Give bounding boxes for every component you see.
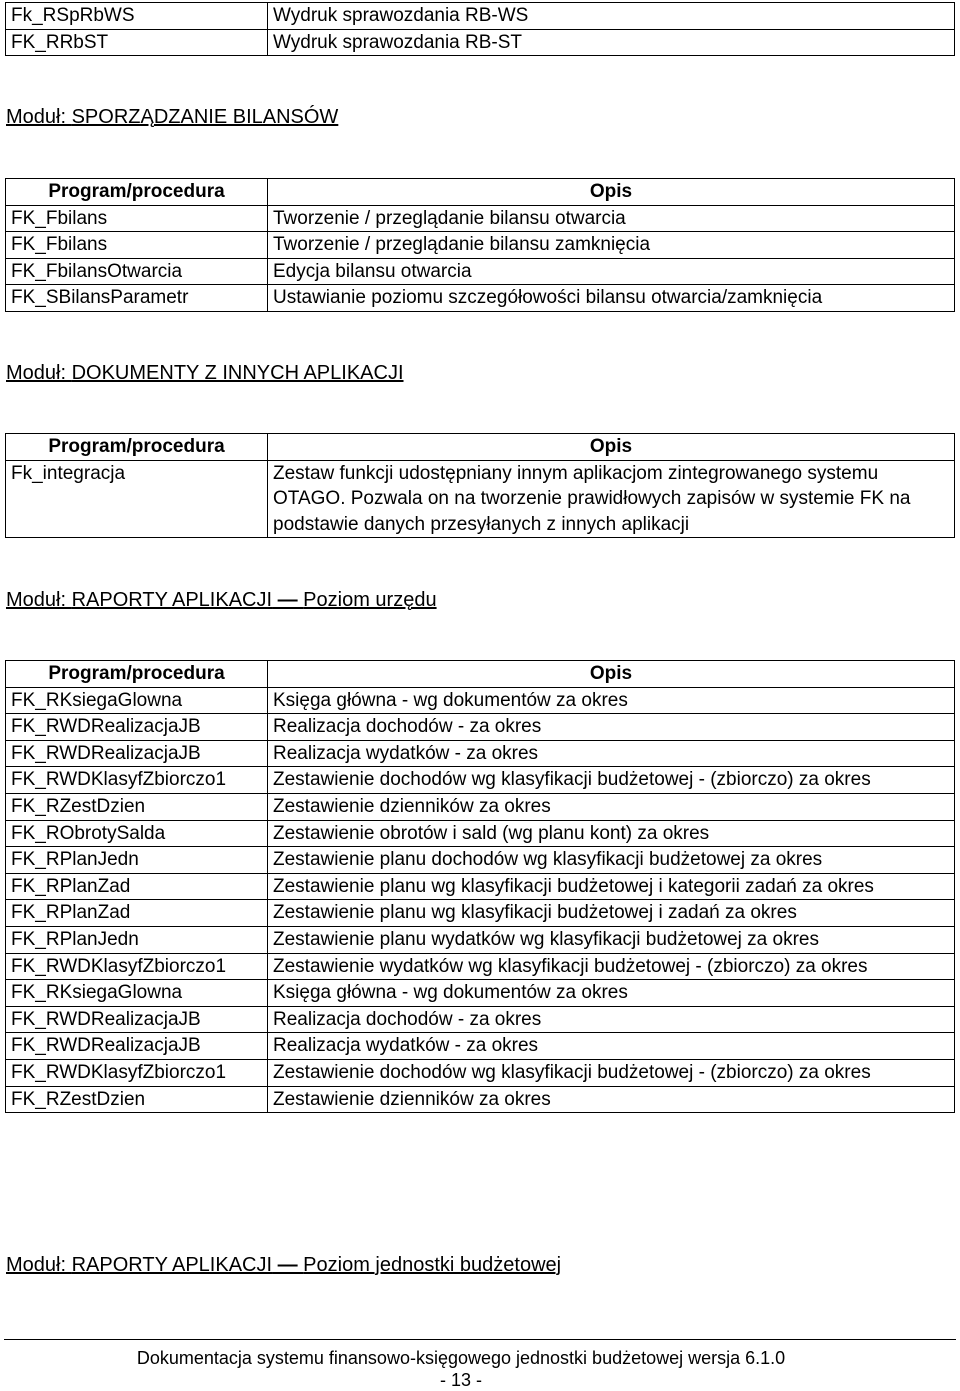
program-cell: FK_Fbilans [6,205,268,232]
description-cell: Zestawienie planu wydatków wg klasyfikacji budżetowej za okres [268,926,955,953]
table-row [6,740,955,767]
table-row [6,687,955,714]
program-cell: FK_RPlanJedn [6,847,268,874]
column-header-description: Opis [268,661,955,688]
table-header-row [6,179,955,206]
table-row [6,205,955,232]
heading-title: RAPORTY APLIKACJI [71,589,273,611]
description-cell: Tworzenie / przeglądanie bilansu zamknięcia [268,232,955,259]
bilanse-table [5,178,955,312]
description-cell: Edycja bilansu otwarcia [268,258,955,285]
section-heading-raporty-jednostka [6,1252,561,1278]
description-cell: Zestawienie dochodów wg klasyfikacji budżetowej - (zbiorczo) za okres [268,767,955,794]
program-cell: FK_RWDRealizacjaJB [6,1033,268,1060]
top-table [5,2,955,56]
program-cell: FK_RPlanZad [6,900,268,927]
footer-divider [4,1339,956,1340]
description-cell: Zestawienie wydatków wg klasyfikacji budżetowej - (zbiorczo) za okres [268,953,955,980]
table-row [6,767,955,794]
description-cell: Wydruk sprawozdania RB-ST [268,29,955,56]
heading-level: Poziom jednostki budżetowej [303,1254,562,1276]
table-row [6,926,955,953]
program-cell: FK_RZestDzien [6,1086,268,1113]
program-cell: Fk_integracja [6,460,268,538]
description-cell: Ustawianie poziomu szczegółowości bilansu otwarcia/zamknięcia [268,285,955,312]
program-cell: Fk_RSpRbWS [6,3,268,30]
table-row [6,1059,955,1086]
heading-prefix: Moduł: [6,1254,72,1276]
heading-title: RAPORTY APLIKACJI [71,1254,273,1276]
description-cell: Realizacja wydatków - za okres [268,1033,955,1060]
program-cell: FK_RRbST [6,29,268,56]
program-cell: FK_RZestDzien [6,793,268,820]
program-cell: FK_RWDRealizacjaJB [6,714,268,741]
table-row [6,460,955,538]
column-header-description: Opis [268,434,955,461]
column-header-program: Program/procedura [6,434,268,461]
column-header-program: Program/procedura [6,179,268,206]
program-cell: FK_FbilansOtwarcia [6,258,268,285]
table-row [6,714,955,741]
table-row [6,1086,955,1113]
table-header-row [6,661,955,688]
description-cell: Realizacja wydatków - za okres [268,740,955,767]
description-cell: Księga główna - wg dokumentów za okres [268,980,955,1007]
description-cell: Tworzenie / przeglądanie bilansu otwarcia [268,205,955,232]
description-cell: Zestawienie dzienników za okres [268,1086,955,1113]
table-row [6,953,955,980]
description-cell: Wydruk sprawozdania RB-WS [268,3,955,30]
table-row [6,847,955,874]
program-cell: FK_RWDRealizacjaJB [6,740,268,767]
table-row [6,3,955,30]
description-cell: Księga główna - wg dokumentów za okres [268,687,955,714]
heading-dash: — [272,589,304,611]
description-cell: Realizacja dochodów - za okres [268,1006,955,1033]
description-cell: Realizacja dochodów - za okres [268,714,955,741]
column-header-program: Program/procedura [6,661,268,688]
program-cell: FK_RWDRealizacjaJB [6,1006,268,1033]
heading-prefix: Moduł: [6,589,72,611]
description-cell: Zestawienie dzienników za okres [268,793,955,820]
table-row [6,1033,955,1060]
program-cell: FK_RPlanJedn [6,926,268,953]
heading-dash: — [272,1254,304,1276]
column-header-description: Opis [268,179,955,206]
table-row [6,900,955,927]
description-cell: Zestawienie planu wg klasyfikacji budżetowej i zadań za okres [268,900,955,927]
heading-title: SPORZĄDZANIE BILANSÓW [71,106,339,128]
heading-title: DOKUMENTY Z INNYCH APLIKACJI [71,362,404,384]
raporty-urzad-table [5,660,955,1113]
description-cell: Zestawienie planu dochodów wg klasyfikacji budżetowej za okres [268,847,955,874]
description-cell: Zestawienie dochodów wg klasyfikacji budżetowej - (zbiorczo) za okres [268,1059,955,1086]
program-cell: FK_RKsiegaGlowna [6,980,268,1007]
program-cell: FK_RKsiegaGlowna [6,687,268,714]
program-cell: FK_RWDKlasyfZbiorczo1 [6,767,268,794]
program-cell: FK_RWDKlasyfZbiorczo1 [6,953,268,980]
program-cell: FK_RObrotySalda [6,820,268,847]
heading-prefix: Moduł: [6,362,72,384]
page-number: - 13 - [439,1370,482,1390]
program-cell: FK_RWDKlasyfZbiorczo1 [6,1059,268,1086]
heading-level: Poziom urzędu [303,589,437,611]
footer-text: Dokumentacja systemu finansowo-księgowego jednostki budżetowej wersja 6.1.0 [136,1348,786,1368]
table-row [6,793,955,820]
table-header-row [6,434,955,461]
table-row [6,29,955,56]
heading-prefix: Moduł: [6,106,72,128]
table-row [6,980,955,1007]
program-cell: FK_Fbilans [6,232,268,259]
table-row [6,820,955,847]
program-cell: FK_SBilansParametr [6,285,268,312]
table-row [6,258,955,285]
dokumenty-table [5,433,955,538]
description-cell: Zestawienie obrotów i sald (wg planu kont) za okres [268,820,955,847]
section-heading-bilanse [6,104,338,130]
description-cell: Zestawienie planu wg klasyfikacji budżetowej i kategorii zadań za okres [268,873,955,900]
description-cell: Zestaw funkcji udostępniany innym aplikacjom zintegrowanego systemu OTAGO. Pozwala on na tworzenie prawidłowych zapisów w systemie FK na podstawie danych przesyłanych z innych aplikacji [268,460,955,538]
table-row [6,232,955,259]
section-heading-dokumenty [6,360,404,386]
section-heading-raporty-urzad [6,587,437,613]
table-row [6,1006,955,1033]
table-row [6,285,955,312]
program-cell: FK_RPlanZad [6,873,268,900]
table-row [6,873,955,900]
